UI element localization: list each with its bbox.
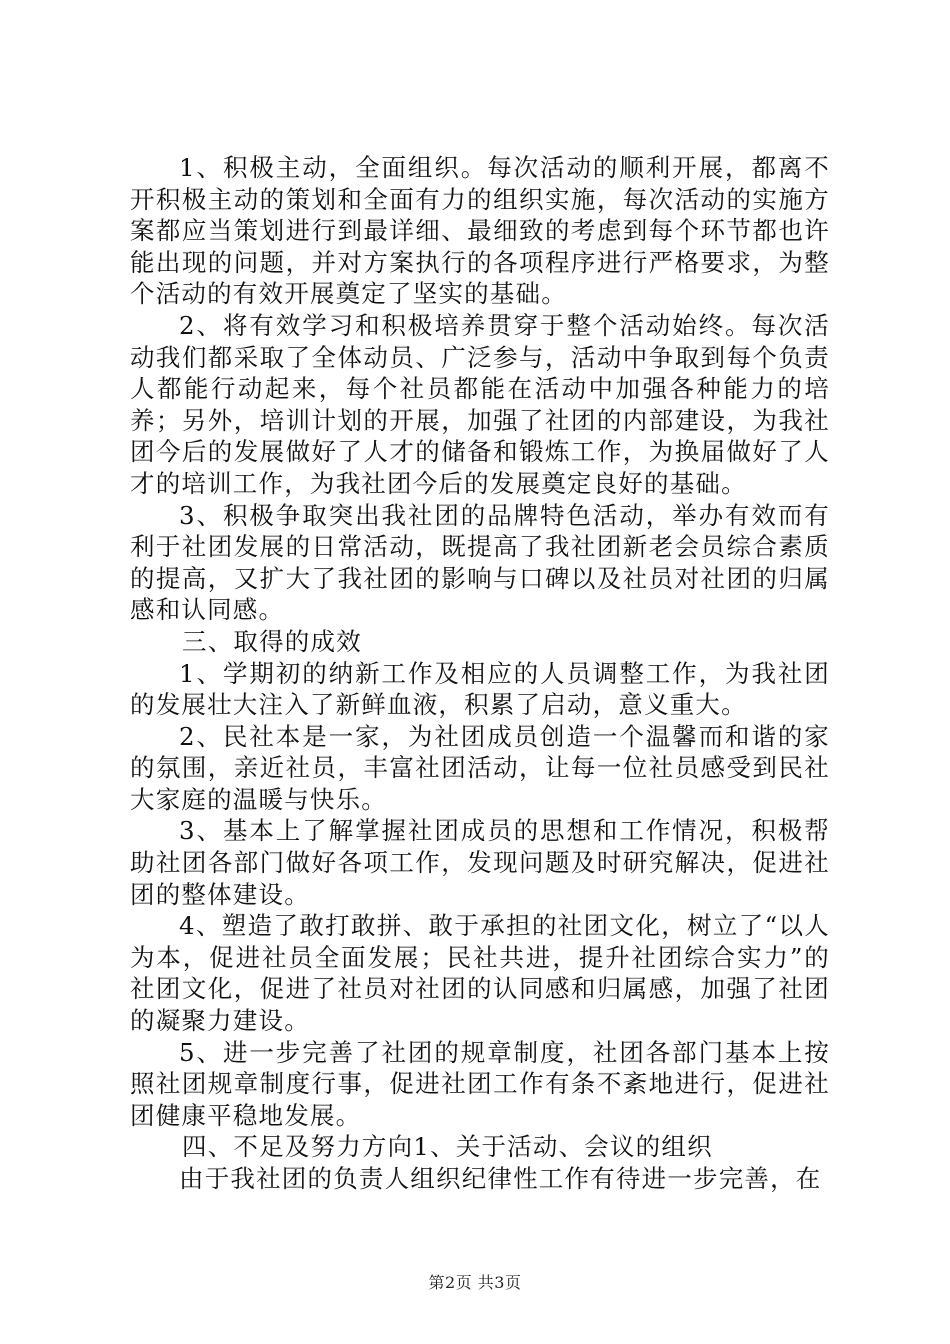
paragraph-2: 2、将有效学习和积极培养贯穿于整个活动始终。每次活动我们都采取了全体动员、广泛参与，活动中争取到每个负责人都能行动起来，每个社员都能在活动中加强各种能力的培养；另外，培训计划的开展，加强了社团的内部建设，为我社团今后的发展做好了人才的储备和锻炼工作，为换届做好了人才的培训工作，为我社团今后的发展奠定良好的基础。 <box>130 310 830 498</box>
paragraph-5: 2、民社本是一家，为社团成员创造一个温馨而和谐的家的氛围，亲近社员，丰富社团活动，让每一位社员感受到民社大家庭的温暖与快乐。 <box>130 721 830 814</box>
paragraph-1: 1、积极主动，全面组织。每次活动的顺利开展，都离不开积极主动的策划和全面有力的组织实施，每次活动的实施方案都应当策划进行到最详细、最细致的考虑到每个环节都也许能出现的问题，并对方案执行的各项程序进行严格要求，为整个活动的有效开展奠定了坚实的基础。 <box>130 153 830 309</box>
paragraph-3: 3、积极争取突出我社团的品牌特色活动，举办有效而有利于社团发展的日常活动，既提高了我社团新老会员综合素质的提高，又扩大了我社团的影响与口碑以及社员对社团的归属感和认同感。 <box>130 500 830 625</box>
paragraph-6: 3、基本上了解掌握社团成员的思想和工作情况，积极帮助社团各部门做好各项工作，发现问题及时研究解决，促进社团的整体建设。 <box>130 816 830 909</box>
document-body <box>130 152 830 1195</box>
paragraph-8: 5、进一步完善了社团的规章制度，社团各部门基本上按照社团规章制度行事，促进社团工作有条不紊地进行，促进社团健康平稳地发展。 <box>130 1037 830 1130</box>
paragraph-7: 4、塑造了敢打敢拼、敢于承担的社团文化，树立了“以人为本，促进社员全面发展；民社共进，提升社团综合实力”的社团文化，促进了社员对社团的认同感和归属感，加强了社团的凝聚力建设。 <box>130 911 830 1036</box>
page-number-footer: 第2页 共3页 <box>428 1273 522 1292</box>
section-heading-achievements: 三、取得的成效 <box>182 626 362 656</box>
section-heading-shortcomings: 四、不足及努力方向1、关于活动、会议的组织 <box>182 1132 713 1162</box>
paragraph-4: 1、学期初的纳新工作及相应的人员调整工作，为我社团的发展壮大注入了新鲜血液，积累了启动，意义重大。 <box>130 658 830 720</box>
paragraph-9: 由于我社团的负责人组织纪律性工作有待进一步完善，在 <box>179 1164 822 1193</box>
